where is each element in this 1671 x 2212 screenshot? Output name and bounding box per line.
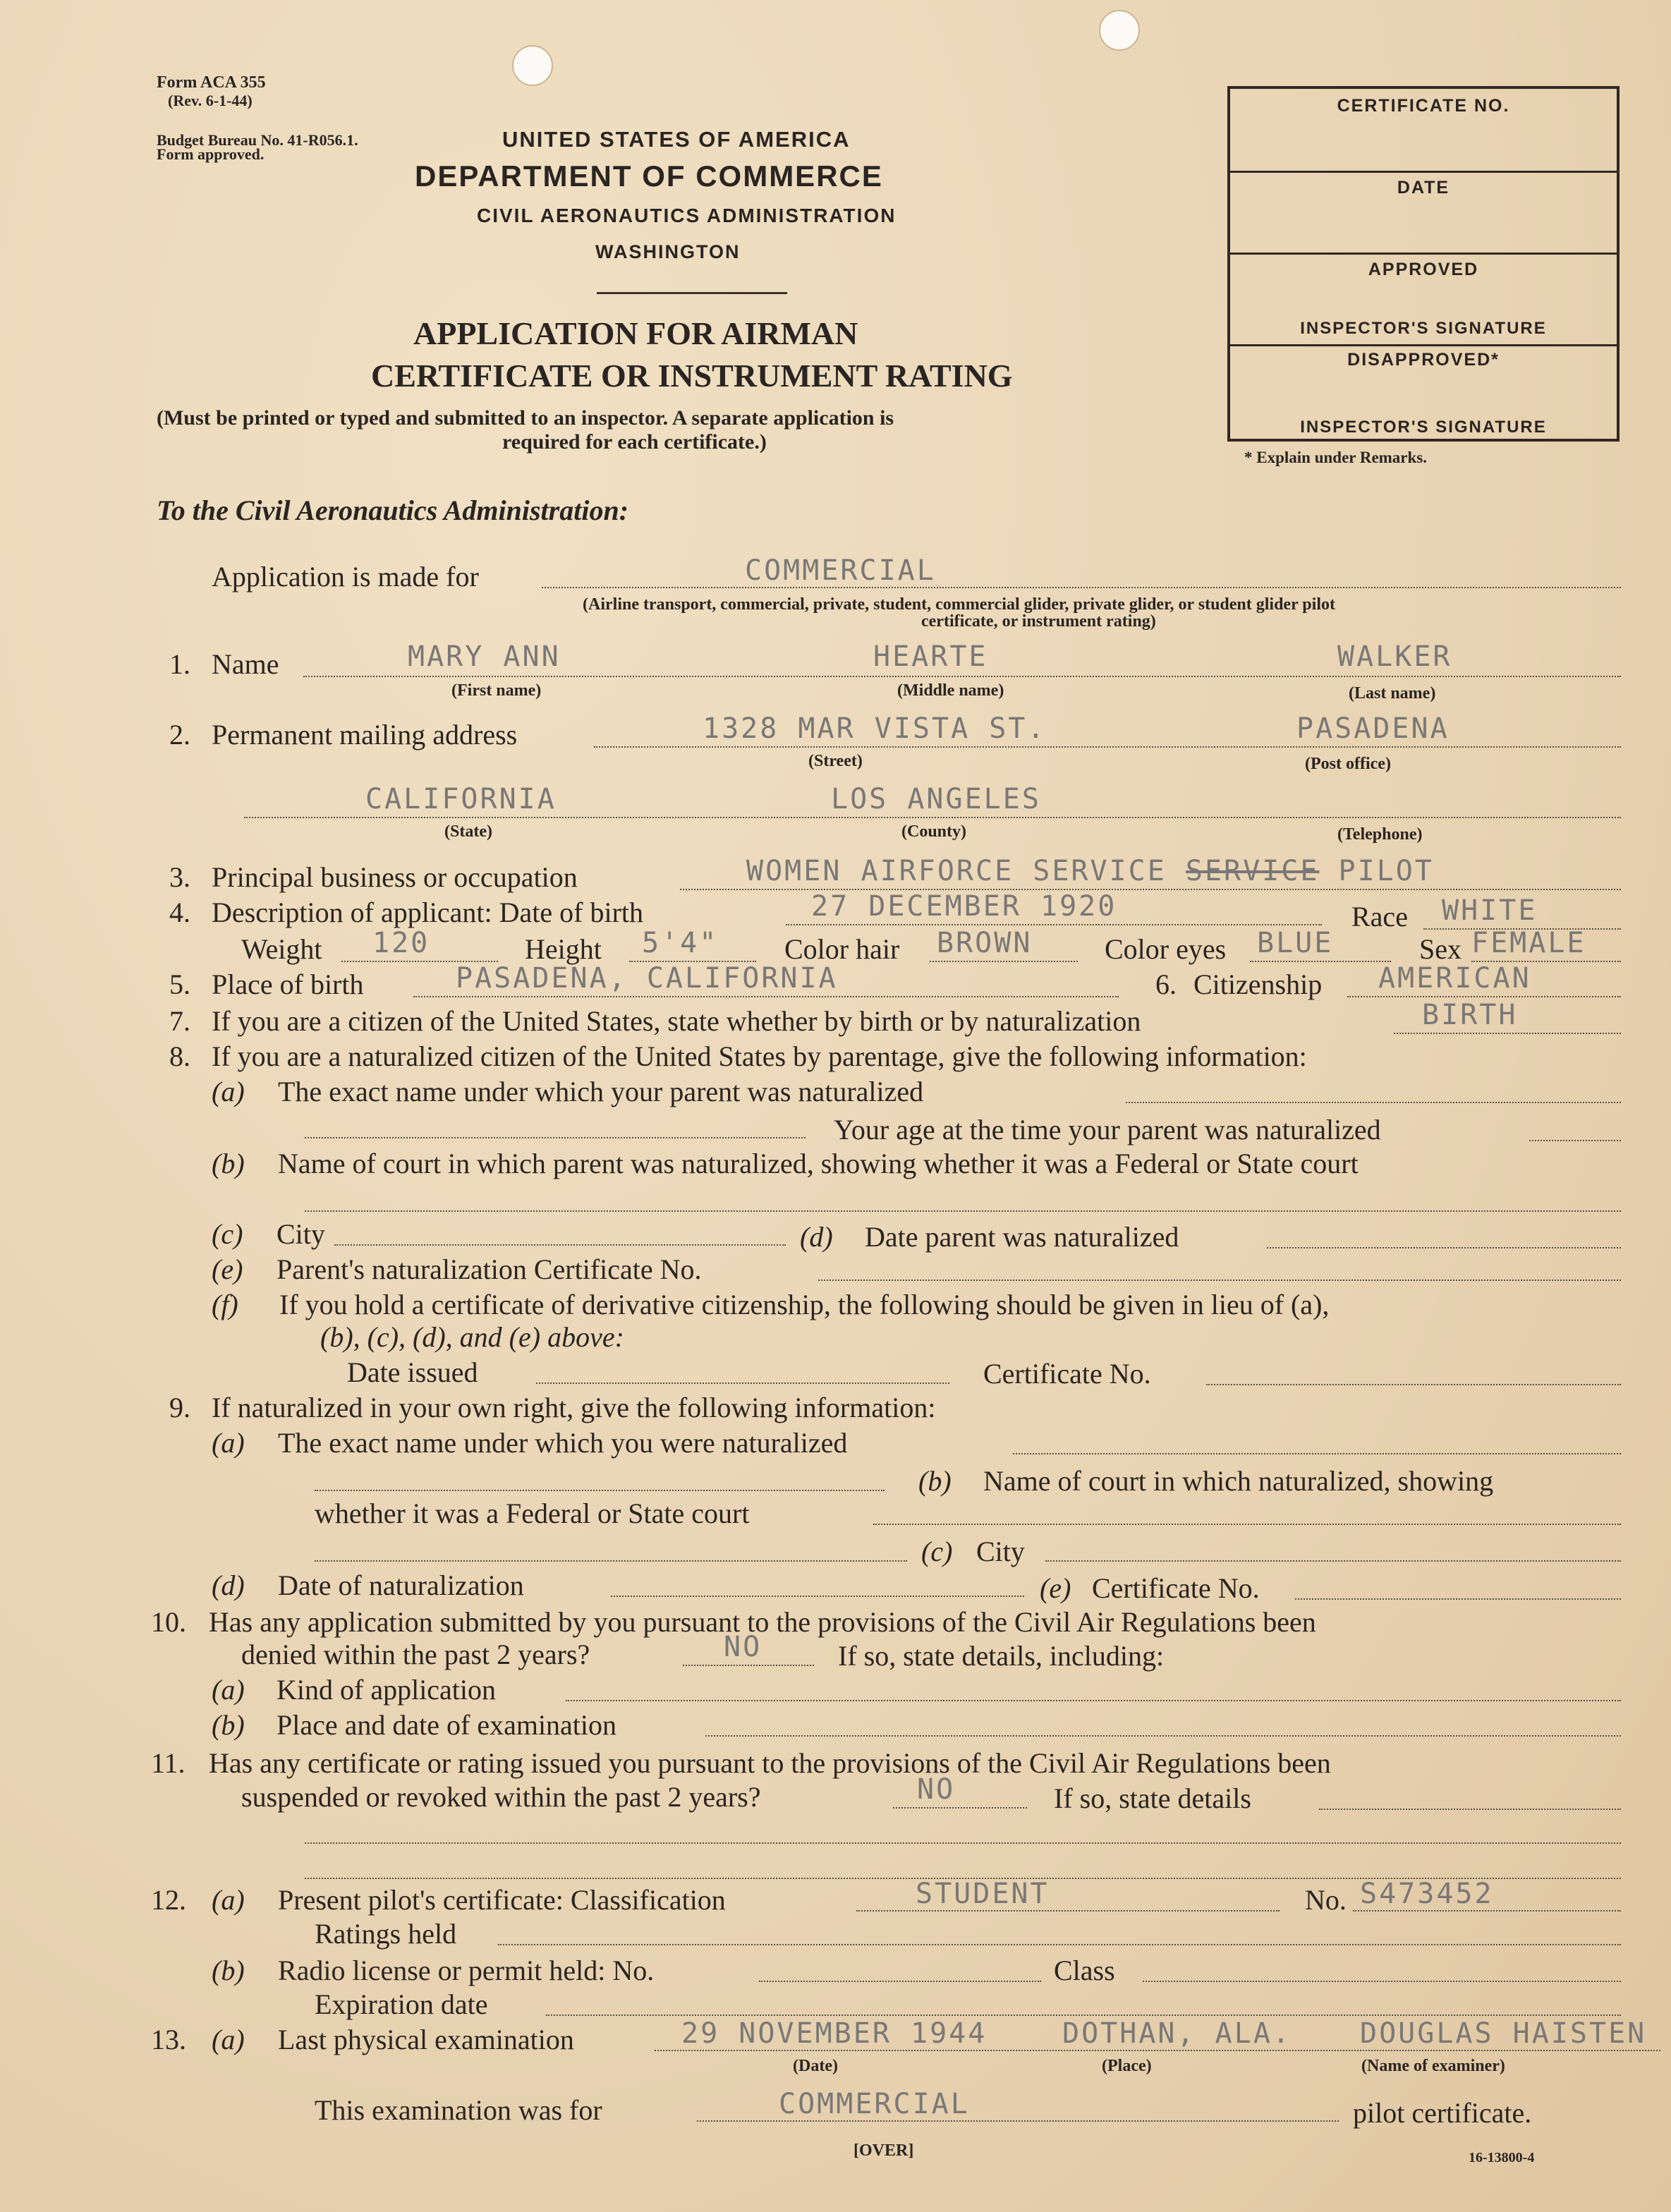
- q9-label: If naturalized in your own right, give the following information:: [212, 1392, 936, 1423]
- q9-number: 9.: [169, 1392, 190, 1423]
- q8-cert-no-label: Certificate No.: [983, 1358, 1151, 1390]
- q10b-label: Place and date of examination: [277, 1709, 617, 1741]
- q7-label: If you are a citizen of the United States, state whether by birth or by naturalization: [212, 1005, 1141, 1037]
- date-label: DATE: [1397, 178, 1450, 198]
- print-code: 16-13800-4: [1469, 2150, 1535, 2165]
- caption-state: (State): [444, 822, 492, 841]
- q13a-label: Last physical examination: [278, 2024, 574, 2055]
- q8d-label: Date parent was naturalized: [865, 1221, 1179, 1253]
- q11-label2: suspended or revoked within the past 2 years?: [241, 1781, 761, 1813]
- office-use-box: [1227, 86, 1620, 442]
- q8c-letter: (c): [212, 1218, 243, 1250]
- instructions-line1: (Must be printed or typed and submitted to an inspector. A separate application is: [157, 406, 894, 430]
- instructions-line2: required for each certificate.): [502, 430, 767, 454]
- header-agency: CIVIL AERONAUTICS ADMINISTRATION: [477, 205, 897, 226]
- application-for-caption-1: (Airline transport, commercial, private, student, commercial glider, private glider, or student glider pilot: [583, 595, 1335, 614]
- q2-number: 2.: [169, 719, 190, 750]
- sex-label: Sex: [1419, 933, 1462, 965]
- q7-number: 7.: [169, 1005, 190, 1037]
- struck-word: SERVICE: [1185, 855, 1320, 887]
- caption-middle-name: (Middle name): [897, 681, 1004, 700]
- q10-details: If so, state details, including:: [838, 1640, 1165, 1672]
- salutation: To the Civil Aeronautics Administration:: [157, 494, 629, 526]
- q11-details: If so, state details: [1054, 1782, 1251, 1814]
- q13a-letter: (a): [212, 2024, 245, 2055]
- q8-number: 8.: [169, 1040, 190, 1072]
- q9d-label: Date of naturalization: [278, 1569, 524, 1601]
- citizenship-field[interactable]: AMERICAN: [1378, 962, 1531, 995]
- occupation-field[interactable]: WOMEN AIRFORCE SERVICE SERVICE PILOT: [746, 855, 1434, 887]
- certificate-no-label: CERTIFICATE NO.: [1337, 96, 1510, 116]
- caption-examiner: (Name of examiner): [1361, 2057, 1505, 2075]
- q6-label: Citizenship: [1193, 968, 1323, 1000]
- state-field[interactable]: CALIFORNIA: [365, 783, 557, 815]
- header-rule: [597, 292, 787, 294]
- q10a-label: Kind of application: [277, 1674, 497, 1706]
- examiner-name-field[interactable]: DOUGLAS HAISTEN: [1360, 2017, 1647, 2050]
- q2-label: Permanent mailing address: [212, 719, 518, 750]
- punch-hole-right: [1099, 10, 1140, 51]
- q10-label2: denied within the past 2 years?: [241, 1639, 590, 1670]
- q9d-letter: (d): [212, 1569, 245, 1601]
- q10b-letter: (b): [212, 1709, 245, 1741]
- q8c-label: City: [277, 1218, 325, 1250]
- form-approved: Form approved.: [157, 145, 265, 163]
- q8f-label: If you hold a certificate of derivative citizenship, the following should be given in lieu of (a),: [279, 1289, 1330, 1320]
- inspector-signature-1: INSPECTOR'S SIGNATURE: [1300, 319, 1547, 338]
- q9b-letter: (b): [918, 1465, 952, 1497]
- q11-label: Has any certificate or rating issued you pursuant to the provisions of the Civil Air Regulations been: [209, 1747, 1331, 1779]
- height-label: Height: [525, 933, 602, 965]
- q5-label: Place of birth: [212, 968, 364, 1000]
- q8f-letter: (f): [212, 1289, 238, 1320]
- certificate-number-field[interactable]: S473452: [1360, 1878, 1494, 1910]
- q8-label: If you are a naturalized citizen of the United States by parentage, give the following information:: [212, 1040, 1307, 1072]
- q10a-letter: (a): [212, 1674, 245, 1706]
- q12-no-label: No.: [1305, 1884, 1347, 1916]
- classification-field[interactable]: STUDENT: [916, 1878, 1050, 1910]
- eyes-label: Color eyes: [1105, 933, 1227, 965]
- q12-number: 12.: [151, 1884, 186, 1916]
- q9b-label2: whether it was a Federal or State court: [315, 1497, 750, 1529]
- form-title-line1: APPLICATION FOR AIRMAN: [413, 315, 858, 351]
- class-label: Class: [1054, 1955, 1115, 1986]
- approved-label: APPROVED: [1368, 260, 1479, 279]
- q8e-letter: (e): [212, 1253, 243, 1285]
- q4-label: Description of applicant: Date of birth: [212, 897, 644, 928]
- caption-first-name: (First name): [451, 681, 542, 700]
- hair-field[interactable]: BROWN: [937, 927, 1033, 959]
- q12b-label: Radio license or permit held: No.: [278, 1955, 655, 1986]
- exam-date-field[interactable]: 29 NOVEMBER 1944: [681, 2017, 988, 2050]
- q5-number: 5.: [169, 968, 190, 1000]
- ratings-held-label: Ratings held: [315, 1918, 457, 1950]
- box-footnote: * Explain under Remarks.: [1244, 449, 1428, 466]
- caption-street: (Street): [808, 752, 863, 770]
- q9b-label: Name of court in which naturalized, showing: [983, 1465, 1494, 1497]
- q11-answer-field[interactable]: NO: [917, 1773, 956, 1806]
- q9a-label: The exact name under which you were naturalized: [278, 1427, 848, 1459]
- birthplace-field[interactable]: PASADENA, CALIFORNIA: [456, 962, 838, 995]
- form-revision: (Rev. 6-1-44): [168, 92, 253, 109]
- q8-age-label: Your age at the time your parent was naturalized: [834, 1114, 1381, 1146]
- q3-number: 3.: [169, 861, 190, 893]
- q10-number: 10.: [151, 1606, 186, 1638]
- middle-name-field[interactable]: HEARTE: [873, 640, 988, 673]
- eyes-field[interactable]: BLUE: [1257, 927, 1334, 959]
- header-city: WASHINGTON: [595, 241, 741, 262]
- q6-number: 6.: [1155, 968, 1177, 1000]
- weight-label: Weight: [241, 933, 322, 965]
- q11-number: 11.: [151, 1747, 186, 1779]
- q9e-letter: (e): [1040, 1572, 1071, 1604]
- expiration-date-label: Expiration date: [315, 1988, 488, 2020]
- q9c-label: City: [976, 1536, 1025, 1567]
- q8a-letter: (a): [212, 1076, 245, 1107]
- hair-label: Color hair: [784, 933, 900, 965]
- q12a-letter: (a): [212, 1884, 245, 1916]
- q1-label: Name: [212, 648, 279, 680]
- exam-for-field[interactable]: COMMERCIAL: [779, 2088, 970, 2120]
- race-label: Race: [1351, 901, 1408, 932]
- caption-exam-place: (Place): [1102, 2057, 1152, 2075]
- q10-label: Has any application submitted by you pursuant to the provisions of the Civil Air Regulations been: [209, 1606, 1316, 1638]
- street-field[interactable]: 1328 MAR VISTA ST.: [703, 712, 1047, 745]
- q8f-label2: (b), (c), (d), and (e) above:: [320, 1321, 624, 1353]
- over-note: [OVER]: [853, 2141, 914, 2160]
- post-office-field[interactable]: PASADENA: [1296, 712, 1450, 745]
- budget-bureau: Budget Bureau No. 41-R056.1.: [157, 131, 358, 149]
- last-name-field[interactable]: WALKER: [1337, 640, 1452, 673]
- q9c-letter: (c): [921, 1536, 953, 1567]
- inspector-signature-2: INSPECTOR'S SIGNATURE: [1300, 418, 1547, 437]
- exam-place-field[interactable]: DOTHAN, ALA.: [1062, 2017, 1292, 2050]
- q8a-label: The exact name under which your parent was naturalized: [278, 1076, 924, 1107]
- application-for-label: Application is made for: [212, 561, 479, 592]
- header-country: UNITED STATES OF AMERICA: [502, 127, 851, 152]
- form-number: Form ACA 355: [157, 73, 266, 92]
- q12a-label: Present pilot's certificate: Classification: [278, 1884, 726, 1916]
- q12b-letter: (b): [212, 1955, 245, 1986]
- caption-exam-date: (Date): [793, 2057, 838, 2075]
- header-department: DEPARTMENT OF COMMERCE: [415, 159, 883, 193]
- race-field[interactable]: WHITE: [1442, 894, 1538, 927]
- form-title-line2: CERTIFICATE OR INSTRUMENT RATING: [371, 358, 1013, 394]
- caption-last-name: (Last name): [1349, 684, 1436, 703]
- q3-label: Principal business or occupation: [212, 861, 578, 893]
- dob-field[interactable]: 27 DECEMBER 1920: [811, 890, 1117, 923]
- disapproved-label: DISAPPROVED*: [1347, 350, 1500, 370]
- caption-post-office: (Post office): [1305, 755, 1391, 773]
- q1-number: 1.: [169, 648, 190, 680]
- first-name-field[interactable]: MARY ANN: [408, 640, 561, 673]
- exam-for-suffix: pilot certificate.: [1353, 2097, 1532, 2129]
- q13-number: 13.: [151, 2024, 186, 2055]
- application-for-value[interactable]: COMMERCIAL: [745, 554, 936, 587]
- q8-date-issued-label: Date issued: [347, 1356, 478, 1388]
- q8e-label: Parent's naturalization Certificate No.: [277, 1253, 702, 1285]
- weight-field[interactable]: 120: [372, 927, 430, 959]
- q9e-label: Certificate No.: [1092, 1572, 1260, 1604]
- q4-number: 4.: [169, 897, 190, 928]
- q8d-letter: (d): [800, 1221, 833, 1253]
- sex-field[interactable]: FEMALE: [1471, 927, 1586, 959]
- caption-county: (County): [901, 822, 967, 841]
- q10-answer-field[interactable]: NO: [724, 1631, 762, 1663]
- exam-for-label: This examination was for: [315, 2094, 602, 2126]
- citizen-by-field[interactable]: BIRTH: [1422, 999, 1518, 1031]
- q9a-letter: (a): [212, 1427, 245, 1459]
- q8b-label: Name of court in which parent was naturalized, showing whether it was a Federal or State court: [278, 1148, 1359, 1179]
- caption-telephone: (Telephone): [1337, 825, 1423, 844]
- application-for-caption-2: certificate, or instrument rating): [921, 612, 1156, 631]
- county-field[interactable]: LOS ANGELES: [831, 783, 1041, 815]
- height-field[interactable]: 5'4": [642, 927, 719, 959]
- q8b-letter: (b): [212, 1148, 245, 1179]
- punch-hole-left: [512, 45, 553, 86]
